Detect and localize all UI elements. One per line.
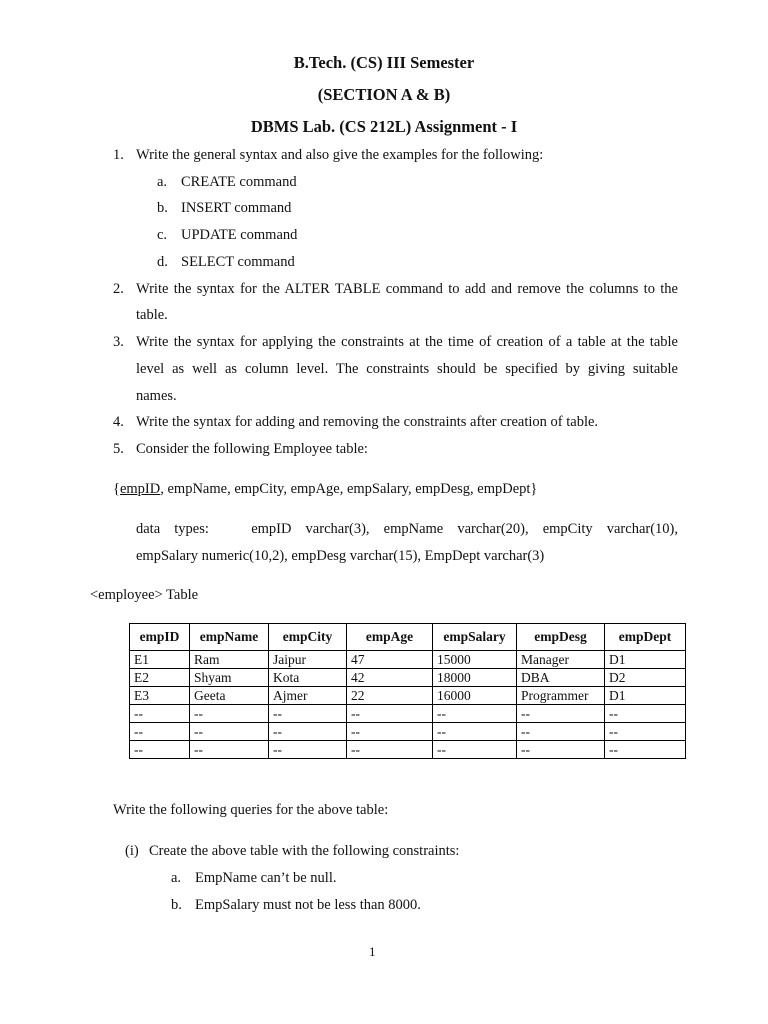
- schema-rest: , empName, empCity, empAge, empSalary, empDesg, empDept}: [160, 481, 538, 497]
- table-cell: --: [517, 723, 605, 741]
- course-title: B.Tech. (CS) III Semester: [293, 53, 475, 72]
- q3-number: 3.: [113, 334, 124, 350]
- query1a-text: EmpName can’t be null.: [195, 870, 337, 886]
- q5-number: 5.: [113, 441, 124, 457]
- query1a-label: a.: [171, 870, 182, 886]
- q4-number: 4.: [113, 414, 124, 430]
- header-empname: empName: [190, 624, 269, 651]
- table-cell: Ajmer: [269, 687, 347, 705]
- table-cell: E3: [130, 687, 190, 705]
- table-cell: Kota: [269, 669, 347, 687]
- table-cell: E1: [130, 651, 190, 669]
- table-row: [130, 687, 686, 705]
- schema-open: {: [113, 481, 120, 497]
- q1c-label: c.: [157, 227, 168, 243]
- page-number: 1: [369, 944, 376, 959]
- query1-label: (i): [125, 843, 139, 859]
- table-cell: --: [517, 741, 605, 759]
- table-cell: --: [433, 741, 517, 759]
- employee-table: [129, 623, 686, 759]
- table-header-row: [130, 624, 686, 651]
- table-row: [130, 723, 686, 741]
- q1b-label: b.: [157, 200, 168, 216]
- table-cell: --: [269, 741, 347, 759]
- query1b-text: EmpSalary must not be less than 8000.: [195, 897, 421, 913]
- table-cell: --: [347, 741, 433, 759]
- table-cell: --: [130, 741, 190, 759]
- table-cell: 18000: [433, 669, 517, 687]
- table-cell: E2: [130, 669, 190, 687]
- datatypes-line1: data types: empID varchar(3), empName varchar(20), empCity varchar(10),: [136, 521, 678, 537]
- table-cell: 47: [347, 651, 433, 669]
- table-cell: 15000: [433, 651, 517, 669]
- query1-text: Create the above table with the following constraints:: [149, 843, 460, 859]
- table-row: [130, 651, 686, 669]
- table-cell: D1: [605, 651, 686, 669]
- table-cell: Jaipur: [269, 651, 347, 669]
- q1a-label: a.: [157, 174, 168, 190]
- table-cell: --: [347, 705, 433, 723]
- table-cell: --: [605, 705, 686, 723]
- table-cell: --: [190, 705, 269, 723]
- q5-text: Consider the following Employee table:: [136, 441, 368, 457]
- table-cell: Manager: [517, 651, 605, 669]
- table-cell: Programmer: [517, 687, 605, 705]
- table-cell: 42: [347, 669, 433, 687]
- table-cell: D2: [605, 669, 686, 687]
- table-caption: <employee> Table: [90, 587, 199, 603]
- table-cell: --: [269, 705, 347, 723]
- table-cell: --: [190, 741, 269, 759]
- table-cell: Ram: [190, 651, 269, 669]
- q2-line1: Write the syntax for the ALTER TABLE command to add and remove the columns to the: [136, 281, 678, 297]
- q4-text: Write the syntax for adding and removing the constraints after creation of table.: [136, 414, 599, 430]
- q1-text: Write the general syntax and also give the examples for the following:: [136, 147, 544, 163]
- section-title: (SECTION A & B): [317, 85, 451, 104]
- table-cell: --: [347, 723, 433, 741]
- table-cell: --: [605, 723, 686, 741]
- table-cell: DBA: [517, 669, 605, 687]
- table-row: [130, 741, 686, 759]
- q3-line3: names.: [136, 388, 177, 404]
- q2-line2: table.: [136, 307, 168, 323]
- query1b-label: b.: [171, 897, 182, 913]
- assignment-title: DBMS Lab. (CS 212L) Assignment - I: [250, 117, 518, 136]
- datatypes-line2: empSalary numeric(10,2), empDesg varchar(15), EmpDept varchar(3): [136, 548, 545, 564]
- table-cell: --: [130, 723, 190, 741]
- table-cell: --: [433, 705, 517, 723]
- table-cell: --: [433, 723, 517, 741]
- q1b-text: INSERT command: [181, 200, 292, 216]
- schema-line: [113, 481, 537, 498]
- table-row: [130, 705, 686, 723]
- header-empdesg: empDesg: [517, 624, 605, 651]
- queries-intro: Write the following queries for the above table:: [113, 802, 389, 818]
- q3-line2: level as well as column level. The constraints should be specified by giving suitable: [136, 361, 678, 377]
- table-cell: D1: [605, 687, 686, 705]
- table-cell: Geeta: [190, 687, 269, 705]
- q1d-text: SELECT command: [181, 254, 295, 270]
- header-empid: empID: [130, 624, 190, 651]
- header-empdept: empDept: [605, 624, 686, 651]
- q1d-label: d.: [157, 254, 168, 270]
- table-cell: --: [190, 723, 269, 741]
- table-row: [130, 669, 686, 687]
- header-empage: empAge: [347, 624, 433, 651]
- q1-number: 1.: [113, 147, 124, 163]
- table-cell: --: [269, 723, 347, 741]
- table-cell: --: [517, 705, 605, 723]
- table-cell: 16000: [433, 687, 517, 705]
- q1c-text: UPDATE command: [181, 227, 298, 243]
- q3-line1: Write the syntax for applying the constraints at the time of creation of a table at the table: [136, 334, 678, 350]
- table-cell: --: [605, 741, 686, 759]
- schema-primary-key: empID: [119, 481, 161, 497]
- header-empcity: empCity: [269, 624, 347, 651]
- header-empsalary: empSalary: [433, 624, 517, 651]
- table-cell: Shyam: [190, 669, 269, 687]
- table-cell: 22: [347, 687, 433, 705]
- q2-number: 2.: [113, 281, 124, 297]
- q1a-text: CREATE command: [181, 174, 297, 190]
- table-cell: --: [130, 705, 190, 723]
